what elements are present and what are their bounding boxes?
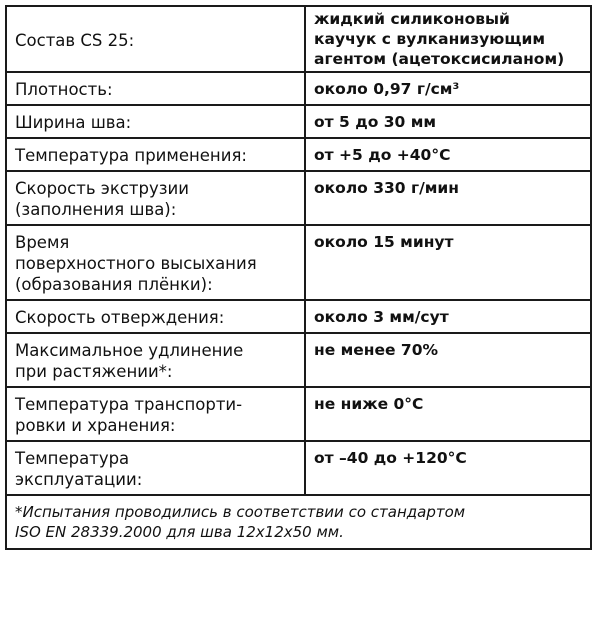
row-value	[305, 105, 591, 138]
footnote-row	[6, 495, 591, 549]
row-label	[6, 138, 305, 171]
row-label	[6, 72, 305, 105]
table-row	[6, 6, 591, 72]
label-line: эксплуатации:	[15, 470, 143, 489]
row-value	[305, 171, 591, 225]
row-value	[305, 333, 591, 387]
spec-sheet	[5, 5, 592, 550]
value-line: около 0,97 г/см³	[314, 80, 460, 98]
row-label	[6, 171, 305, 225]
value-line: около 15 минут	[314, 233, 454, 251]
label-line: Плотность:	[15, 80, 113, 99]
table-row	[6, 171, 591, 225]
value-line: жидкий силиконовый	[314, 10, 510, 28]
label-line: Скорость экструзии	[15, 179, 189, 198]
row-value	[305, 225, 591, 300]
footnote-line: *Испытания проводились в соответствии со стандартом	[15, 503, 466, 521]
value-line: каучук с вулканизующим	[314, 30, 545, 48]
value-line: от 5 до 30 мм	[314, 113, 437, 131]
label-line: при растяжении*:	[15, 362, 173, 381]
table-row	[6, 441, 591, 495]
footnote	[6, 495, 591, 549]
label-line: (заполнения шва):	[15, 200, 177, 219]
row-label	[6, 105, 305, 138]
label-line: поверхностного высыхания	[15, 254, 257, 273]
table-row	[6, 105, 591, 138]
value-line: от –40 до +120°C	[314, 449, 467, 467]
row-label	[6, 387, 305, 441]
row-value	[305, 387, 591, 441]
value-line: агентом (ацетоксисиланом)	[314, 50, 565, 68]
row-value	[305, 72, 591, 105]
row-value	[305, 6, 591, 72]
label-line: Время	[15, 233, 70, 252]
table-row	[6, 72, 591, 105]
label-line: Температура транспорти-	[15, 395, 243, 414]
table-row	[6, 138, 591, 171]
label-line: Ширина шва:	[15, 113, 132, 132]
row-label	[6, 6, 305, 72]
row-value	[305, 138, 591, 171]
label-line: ровки и хранения:	[15, 416, 176, 435]
value-line: не менее 70%	[314, 341, 439, 359]
row-label	[6, 333, 305, 387]
row-label	[6, 300, 305, 333]
row-label	[6, 225, 305, 300]
table-row	[6, 225, 591, 300]
label-line: Температура применения:	[15, 146, 247, 165]
specification-table	[5, 5, 592, 550]
label-line: (образования плёнки):	[15, 275, 213, 294]
table-row	[6, 333, 591, 387]
row-value	[305, 441, 591, 495]
label-line: Скорость отверждения:	[15, 308, 225, 327]
label-line: Состав CS 25:	[15, 30, 135, 50]
row-value	[305, 300, 591, 333]
label-line: Максимальное удлинение	[15, 341, 244, 360]
value-line: около 3 мм/сут	[314, 308, 449, 326]
label-line: Температура	[15, 449, 130, 468]
value-line: от +5 до +40°C	[314, 146, 451, 164]
row-label	[6, 441, 305, 495]
table-row	[6, 387, 591, 441]
footnote-line: ISO EN 28339.2000 для шва 12х12х50 мм.	[15, 523, 344, 541]
table-row	[6, 300, 591, 333]
value-line: около 330 г/мин	[314, 179, 459, 197]
value-line: не ниже 0°C	[314, 395, 424, 413]
